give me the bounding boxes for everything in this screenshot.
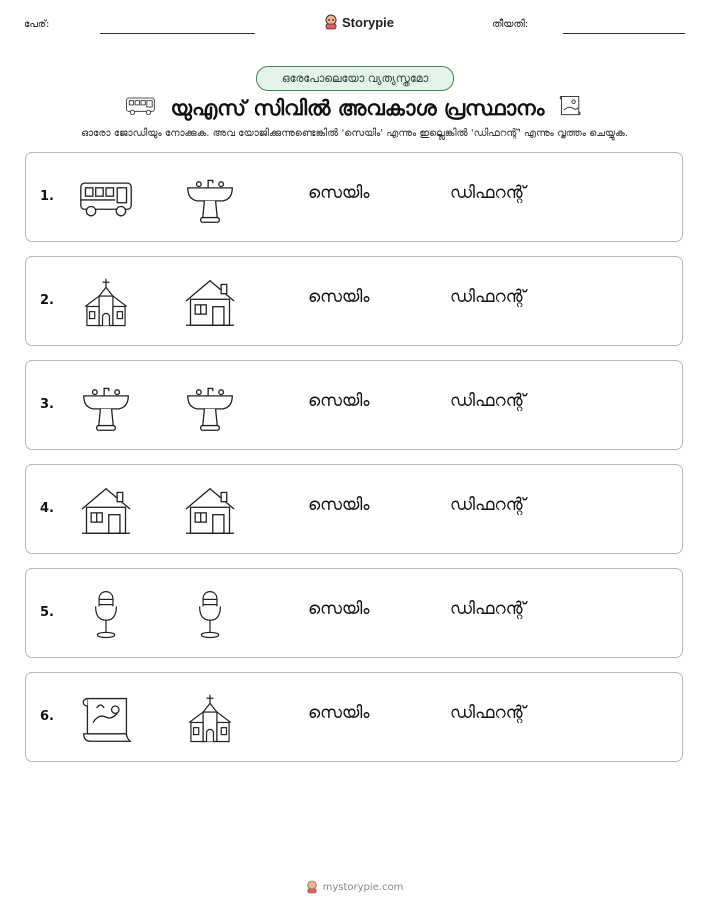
different-option[interactable]: ഡിഫറന്റ് [450,599,526,619]
sink-icon [78,381,134,433]
different-option[interactable]: ഡിഫറന്റ് [450,391,526,411]
same-option[interactable]: സെയിം [308,495,370,515]
microphone-icon [78,589,134,641]
bus-icon [78,173,134,225]
church-icon [78,277,134,329]
question-number: 2. [40,293,54,308]
different-option[interactable]: ഡിഫറന്റ് [450,183,526,203]
question-card [25,152,683,242]
bus-icon [125,95,157,121]
same-option[interactable]: സെയിം [308,183,370,203]
worksheet-type-badge: ഒരേപോലെയോ വ്യത്യസ്തമോ [256,66,454,91]
map-scroll-icon [558,93,584,123]
instructions: ഓരോ ജോഡിയും നോക്കുക. അവ യോജിക്കുന്നുണ്ടെങ്കിൽ 'സെയിം' എന്നും ഇല്ലെങ്കിൽ 'ഡിഫറന്റ്' എന്നും വൃത്തം ചെയ്യുക. [81,128,628,139]
same-option[interactable]: സെയിം [308,703,370,723]
storypie-mascot-icon [306,880,318,894]
storypie-mascot-icon [324,14,338,30]
house-icon [78,485,134,537]
brand-logo [324,14,394,30]
question-number: 1. [40,189,54,204]
same-option[interactable]: സെയിം [308,391,370,411]
date-label: തീയതി: [492,19,529,30]
different-option[interactable]: ഡിഫറന്റ് [450,495,526,515]
date-field[interactable] [563,33,685,34]
question-number: 3. [40,397,54,412]
footer-url: mystorypie.com [322,881,404,893]
microphone-icon [182,589,238,641]
question-number: 6. [40,709,54,724]
question-card [25,672,683,762]
question-number: 5. [40,605,54,620]
question-card [25,256,683,346]
worksheet-header [0,12,709,36]
question-number: 4. [40,501,54,516]
different-option[interactable]: ഡിഫറന്റ് [450,703,526,723]
sink-icon [182,381,238,433]
different-option[interactable]: ഡിഫറന്റ് [450,287,526,307]
question-card [25,568,683,658]
church-icon [182,693,238,745]
house-icon [182,485,238,537]
question-card [25,464,683,554]
name-label: പേര്: [24,19,50,30]
question-card [25,360,683,450]
brand-name: Storypie [342,14,395,30]
footer [0,880,709,894]
house-icon [182,277,238,329]
page-title: യുഎസ് സിവിൽ അവകാശ പ്രസ്ഥാനം [170,95,545,120]
name-field[interactable] [100,33,255,34]
map-icon [78,693,134,745]
title-row [0,92,709,124]
same-option[interactable]: സെയിം [308,599,370,619]
same-option[interactable]: സെയിം [308,287,370,307]
sink-icon [182,173,238,225]
